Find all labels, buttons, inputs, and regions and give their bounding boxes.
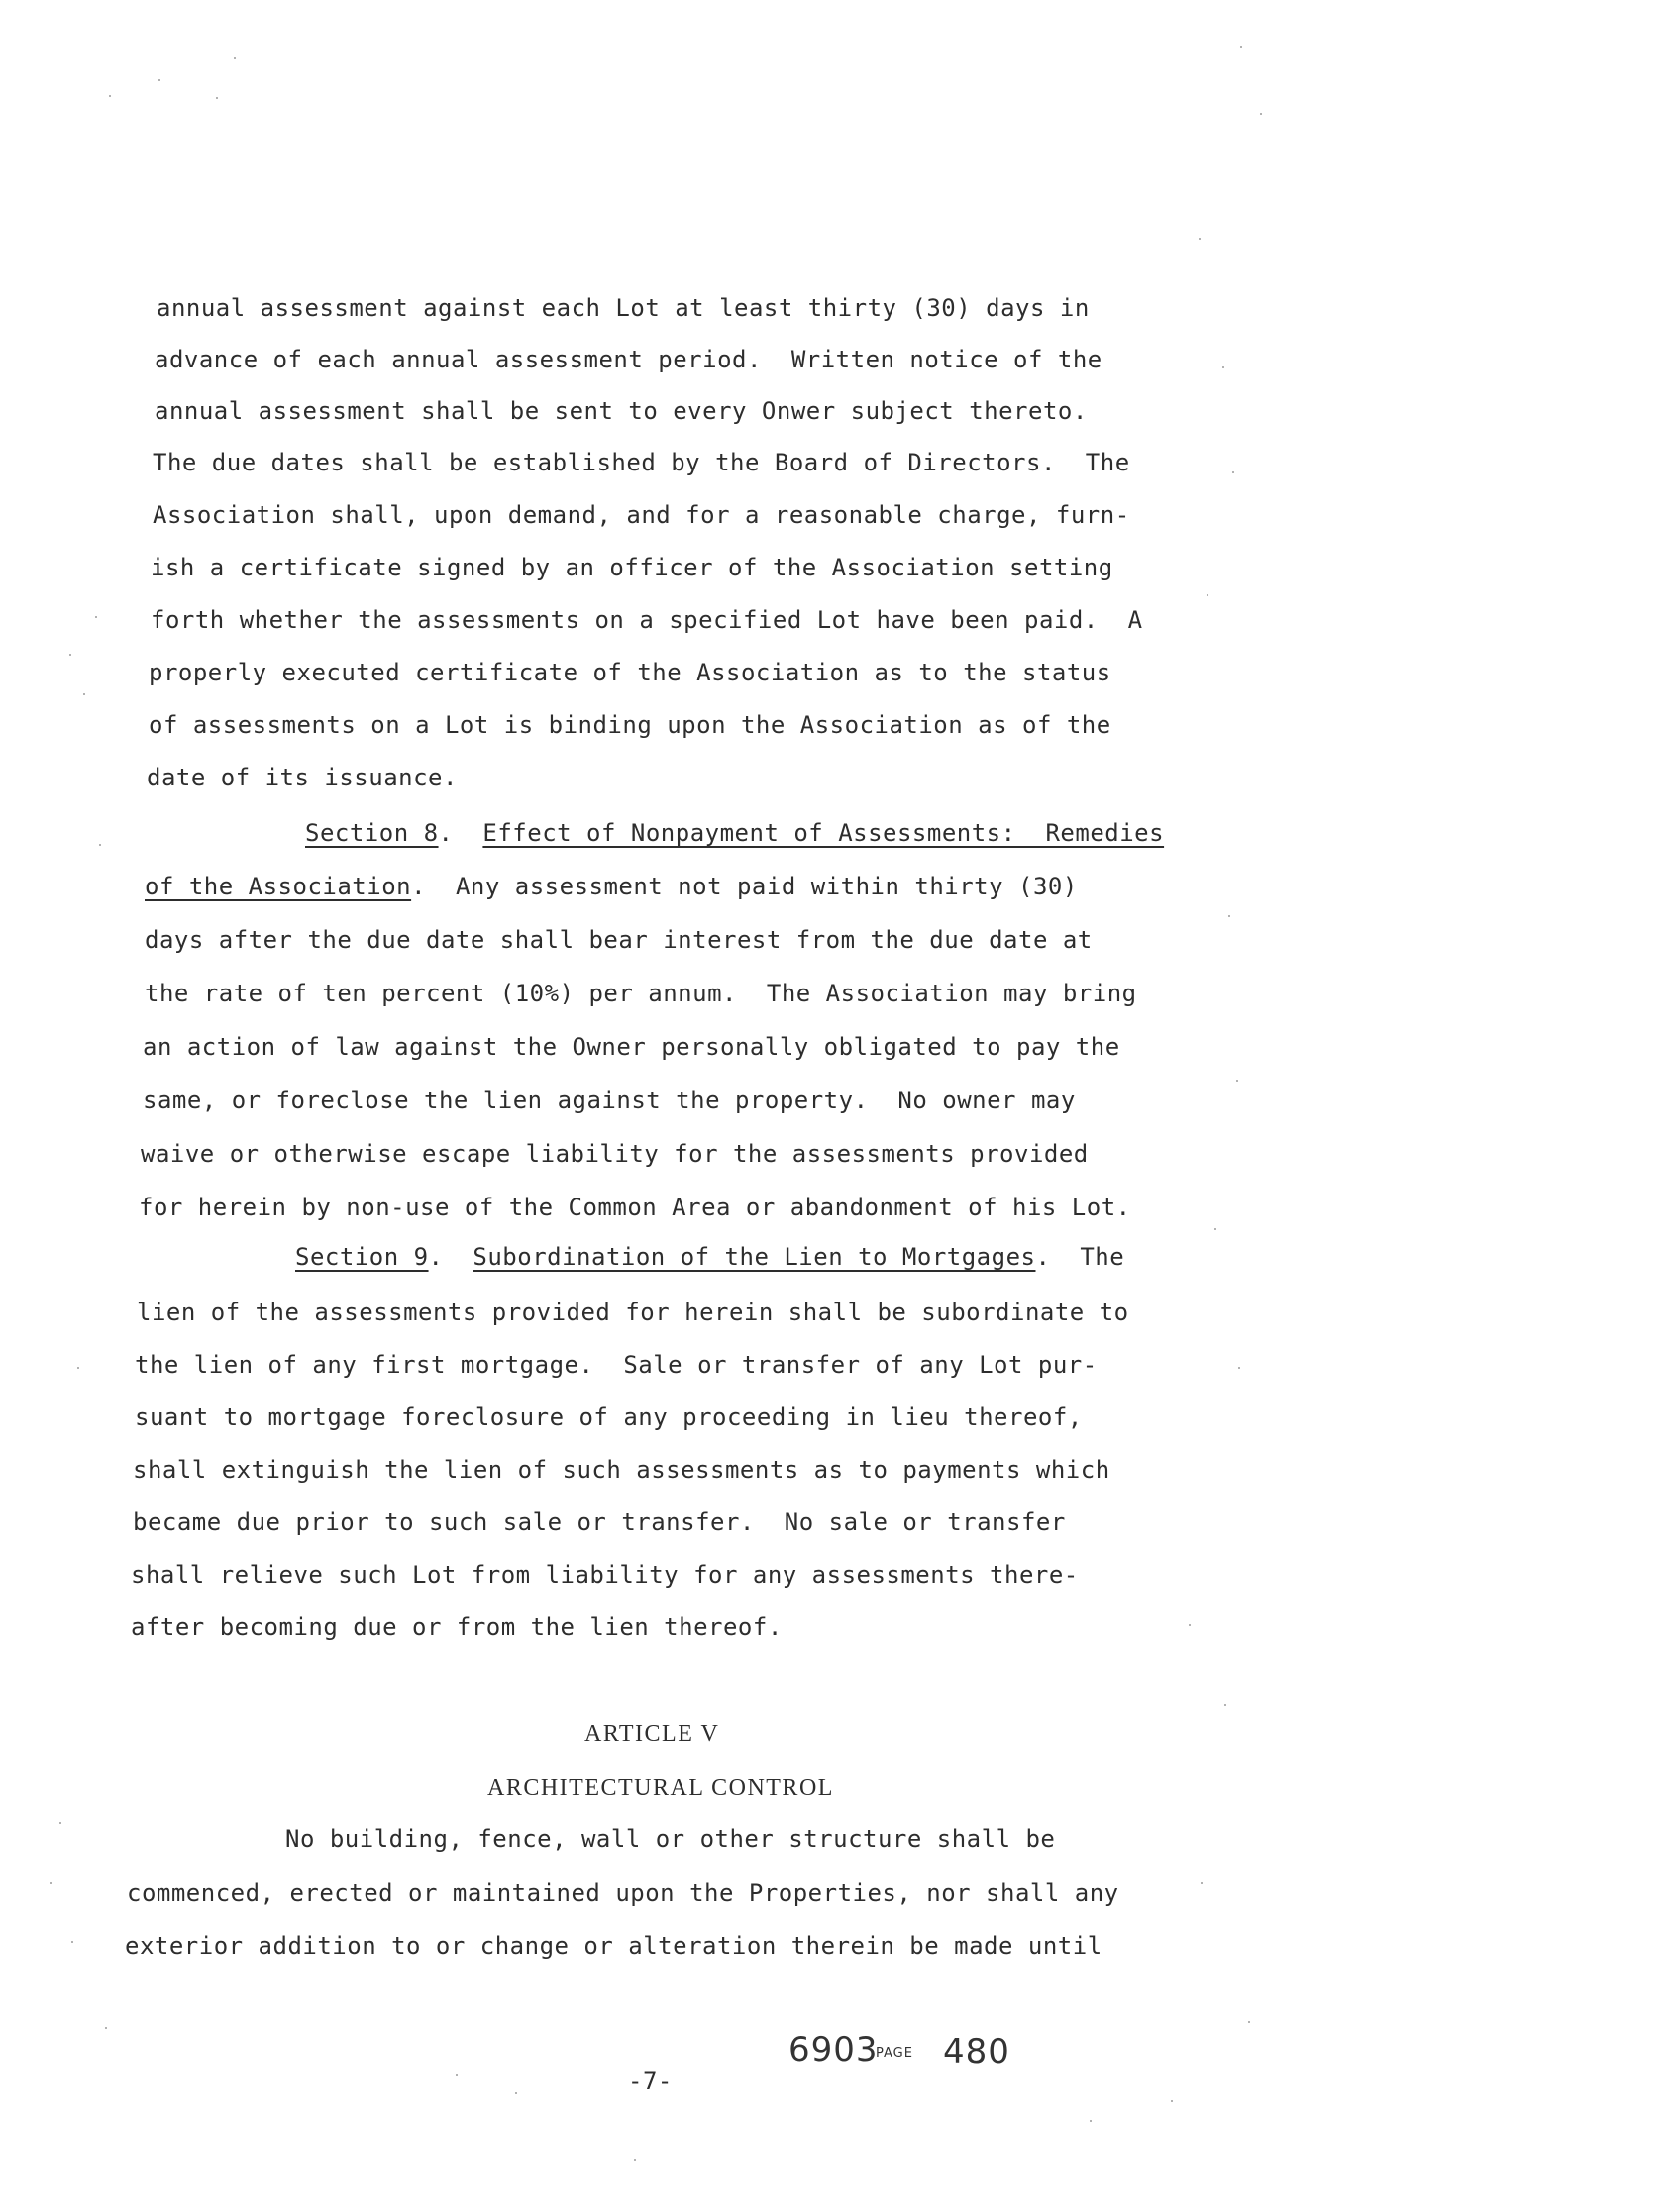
- text-line: suant to mortgage foreclosure of any proceeding in lieu thereof,: [135, 1404, 1083, 1431]
- article-number: ARTICLE V: [584, 1721, 720, 1747]
- text-line: the rate of ten percent (10%) per annum. The Association may bring: [145, 980, 1137, 1007]
- stamp-page-number: 480: [943, 2032, 1010, 2072]
- text-line: forth whether the assessments on a specified Lot have been paid. A: [151, 606, 1143, 634]
- text-line: ish a certificate signed by an officer of the Association setting: [151, 554, 1113, 581]
- section-8-first-line: of the Association. Any assessment not paid within thirty (30): [145, 873, 1078, 900]
- text-line: The due dates shall be established by the Board of Directors. The: [153, 449, 1130, 476]
- text-line: an action of law against the Owner personally obligated to pay the: [143, 1033, 1120, 1061]
- text-line: waive or otherwise escape liability for the assessments provided: [141, 1140, 1089, 1168]
- text-line: shall relieve such Lot from liability for any assessments there-: [131, 1561, 1079, 1589]
- section-9-title: Subordination of the Lien to Mortgages: [472, 1243, 1036, 1271]
- text-line: same, or foreclose the lien against the property. No owner may: [143, 1087, 1076, 1114]
- text-line: exterior addition to or change or alteration therein be made until: [125, 1932, 1102, 1960]
- text-line: properly executed certificate of the Association as to the status: [149, 659, 1111, 686]
- text-line: shall extinguish the lien of such assessments as to payments which: [133, 1456, 1110, 1484]
- section-9-heading-line: Section 9. Subordination of the Lien to Mortgages. The: [295, 1243, 1125, 1271]
- section-8-title: Effect of Nonpayment of Assessments: Remedies: [482, 819, 1165, 847]
- section-8-heading-line: Section 8. Effect of Nonpayment of Assessments: Remedies: [305, 819, 1165, 847]
- text-line: of assessments on a Lot is binding upon the Association as of the: [149, 711, 1111, 739]
- section-9-label: Section 9: [295, 1243, 429, 1271]
- text-line: commenced, erected or maintained upon the Properties, nor shall any: [127, 1879, 1119, 1907]
- text-line: for herein by non-use of the Common Area or abandonment of his Lot.: [139, 1194, 1131, 1221]
- text-line: lien of the assessments provided for herein shall be subordinate to: [137, 1299, 1129, 1326]
- text-line: after becoming due or from the lien thereof.: [131, 1614, 783, 1641]
- article-title: ARCHITECTURAL CONTROL: [487, 1775, 834, 1801]
- text-line: annual assessment against each Lot at least thirty (30) days in: [157, 294, 1090, 322]
- text-line: No building, fence, wall or other structure shall be: [285, 1825, 1056, 1853]
- text-line: days after the due date shall bear interest from the due date at: [145, 926, 1093, 954]
- page-word: PAGE: [876, 2046, 913, 2061]
- section-8-label: Section 8: [305, 819, 439, 847]
- text-line: advance of each annual assessment period. Written notice of the: [155, 346, 1102, 373]
- text-line: became due prior to such sale or transfer. No sale or transfer: [133, 1509, 1066, 1536]
- text-line: annual assessment shall be sent to every Onwer subject thereto.: [155, 397, 1088, 425]
- book-number: 6903: [788, 2031, 879, 2070]
- page-number: -7-: [628, 2067, 673, 2095]
- text-line: the lien of any first mortgage. Sale or transfer of any Lot pur-: [135, 1351, 1098, 1379]
- text-line: date of its issuance.: [147, 764, 458, 791]
- text-line: Association shall, upon demand, and for a reasonable charge, furn-: [153, 501, 1130, 529]
- section-8-title-continued: of the Association: [145, 873, 412, 900]
